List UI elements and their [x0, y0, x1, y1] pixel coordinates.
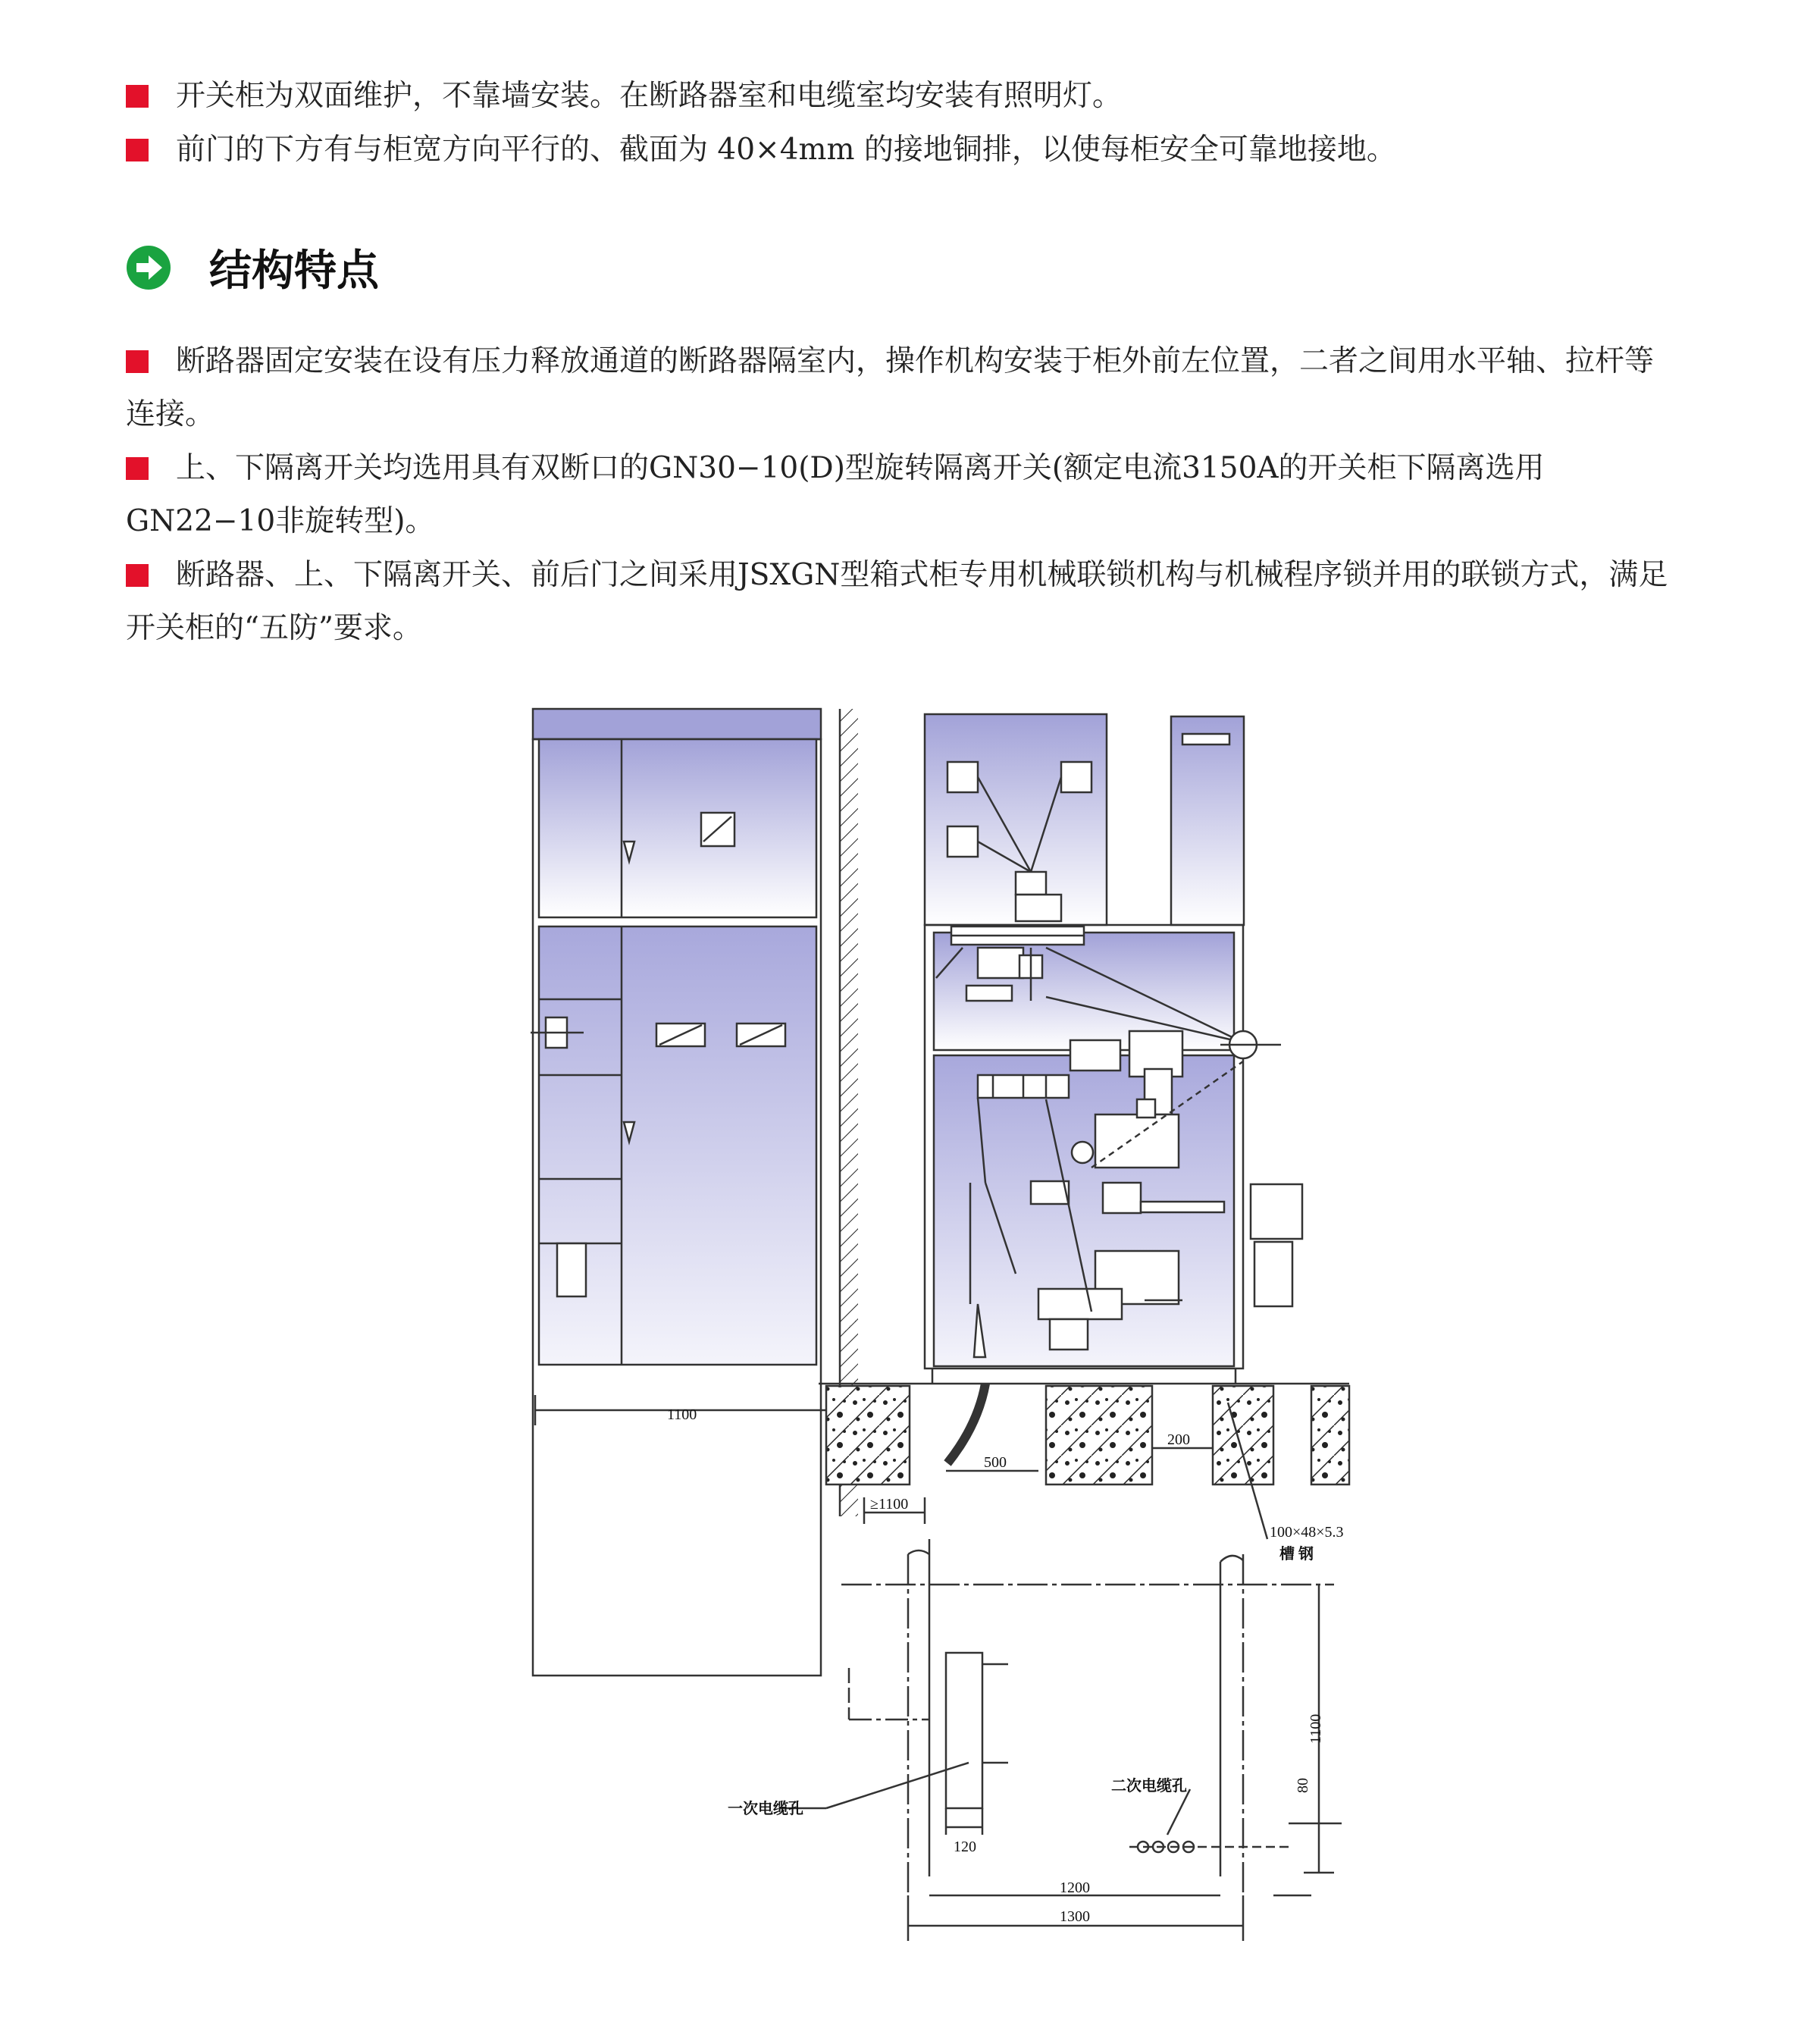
channel-steel-size: 100×48×5.3 [1270, 1524, 1344, 1541]
dim-1200: 1200 [1060, 1879, 1090, 1896]
intro-bullet-text: 前门的下方有与柜宽方向平行的、截面为 40×4mm 的接地铜排，以使每柜安全可靠地接地。 [176, 133, 1396, 167]
dim-1300: 1300 [1060, 1908, 1090, 1925]
primary-cable-hole-label: 一次电缆孔 [728, 1801, 803, 1817]
dim-plan-1100: 1100 [1308, 1713, 1324, 1744]
dim-trench-200: 200 [1167, 1431, 1190, 1448]
dim-trench-500: 500 [984, 1454, 1007, 1471]
dim-front-depth: 1100 [667, 1406, 697, 1423]
dim-80: 80 [1295, 1778, 1311, 1793]
dim-120: 120 [954, 1839, 976, 1855]
front-view [531, 709, 858, 1676]
dim-wall-gap: ≥1100 [870, 1496, 909, 1513]
feature-bullet-text: 断路器、上、下隔离开关、前后门之间采用JSXGN型箱式柜专用机械联锁机构与机械程序锁并用的联锁方式，满足开关柜的“五防”要求。 [126, 558, 1668, 645]
section-title: 结构特点 [209, 246, 379, 296]
channel-steel-label: 槽 钢 [1279, 1546, 1314, 1563]
feature-bullet-text: 上、下隔离开关均选用具有双断口的GN30−10(D)型旋转隔离开关(额定电流3150A的开关柜下隔离选用GN22−10非旋转型)。 [126, 451, 1545, 538]
feature-bullet-text: 断路器固定安装在设有压力释放通道的断路器隔室内，操作机构安装于柜外前左位置，二者之间用水平轴、拉杆等连接。 [126, 344, 1655, 431]
secondary-cable-hole-label: 二次电缆孔 [1111, 1778, 1187, 1795]
intro-bullet-text: 开关柜为双面维护，不靠墙安装。在断路器室和电缆室均安装有照明灯。 [176, 79, 1123, 113]
side-view [819, 714, 1349, 1539]
